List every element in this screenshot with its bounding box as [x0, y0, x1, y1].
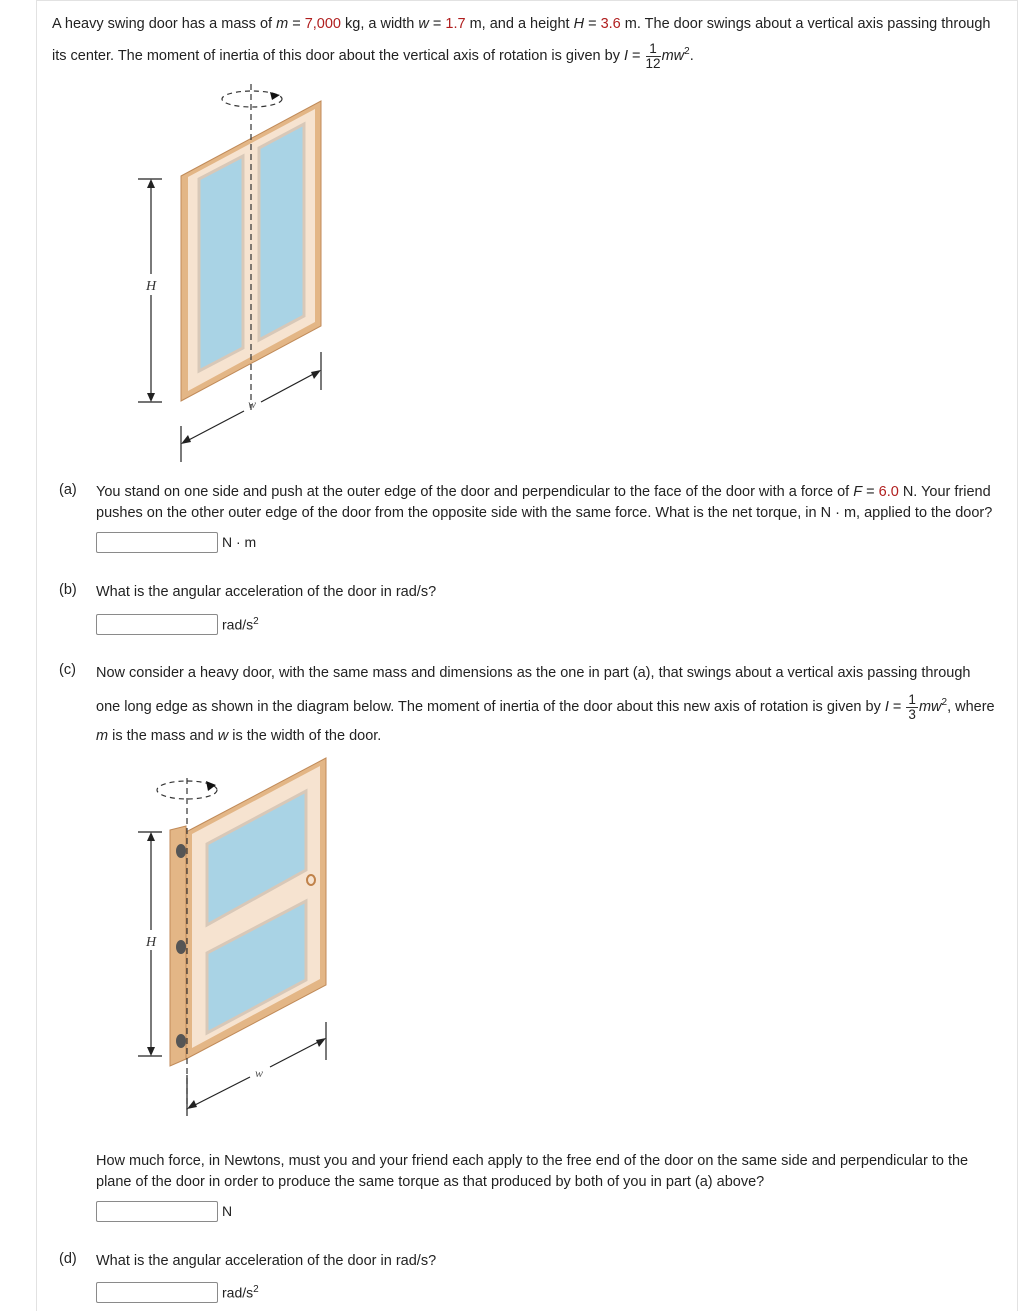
part-c-label: (c): [59, 662, 76, 678]
part-c-answer-row: [96, 1199, 232, 1223]
part-a-text: You stand on one side and push at the outer edge of the door and perpendicular to the face of the door with a force of F = 6.0 N. Your friend pushes on the other outer edge of the door from the opposite side with the same force. What is the net torque, in N · m, applied to the door?: [96, 484, 993, 521]
part-d-label: (d): [59, 1251, 77, 1267]
edge-axis-door-figure: [120, 750, 360, 1120]
part-c-answer-input[interactable]: [96, 1201, 218, 1222]
part-b-text: What is the angular acceleration of the door in rad/s?: [96, 584, 437, 600]
rotation-arrowhead-icon: [206, 781, 216, 791]
width-dimension-line: [189, 1077, 250, 1108]
part-a-unit: N · m: [222, 534, 257, 550]
force-value: 6.0: [878, 484, 899, 500]
width-dimension-line: [183, 411, 244, 443]
part-d-answer-input[interactable]: [96, 1282, 218, 1303]
width-value: 1.7: [445, 16, 466, 32]
part-c-question: How much force, in Newtons, must you and your friend each apply to the free end of the door on the same side and perpendicular to the plane of the door in order to produce the same torque as that produced by both of you in part (a) above?: [96, 1153, 969, 1190]
center-axis-door-figure: [120, 78, 360, 468]
height-label: H: [146, 935, 157, 950]
part-d-text: What is the angular acceleration of the door in rad/s?: [96, 1253, 437, 1269]
problem-statement: A heavy swing door has a mass of m = 7,000 kg, a width w = 1.7 m, and a height H = 3.6 m. The door swings about a vertical axis passing through its center. The moment of inertia of this door about the vertical axis of rotation is given by I = $\frac{1}{12}$ $mw^2$.: [52, 16, 991, 71]
part-c-unit: N: [222, 1203, 233, 1219]
part-a-answer-row: [96, 530, 256, 554]
glass-pane-right: [259, 124, 304, 340]
height-label: H: [146, 279, 157, 294]
rotation-arrowhead-icon: [270, 92, 280, 100]
mass-value: 7,000: [304, 16, 341, 32]
part-c-text: Now consider a heavy door, with the same mass and dimensions as the one in part (a), that swings about a vertical axis passing through one long edge as shown in the diagram below. The moment of inertia of the door about this new axis of rotation is given by I = $\frac{1}{3}$ $mw^2$, where m is the mass and w is the width of the door.: [96, 665, 995, 744]
part-b-answer-input[interactable]: [96, 614, 218, 635]
part-d-unit: rad/$s^2$: [222, 1283, 259, 1301]
part-b-unit: rad/$s^2$: [222, 615, 259, 633]
width-label: w: [248, 397, 257, 411]
inertia-fraction: $\frac{1}{12}$: [645, 40, 661, 71]
part-b-label: (b): [59, 582, 77, 598]
height-value: 3.6: [600, 16, 621, 32]
part-d-answer-row: [96, 1280, 259, 1304]
glass-pane-left: [199, 156, 243, 371]
hinge-middle-icon: [176, 940, 186, 954]
hinge-bottom-icon: [176, 1034, 186, 1048]
part-a-label: (a): [59, 482, 77, 498]
part-a-answer-input[interactable]: [96, 532, 218, 553]
inertia-fraction-edge: $\frac{1}{3}$: [908, 691, 916, 722]
part-b-answer-row: [96, 612, 259, 636]
hinge-top-icon: [176, 844, 186, 858]
width-label: w: [255, 1066, 264, 1080]
